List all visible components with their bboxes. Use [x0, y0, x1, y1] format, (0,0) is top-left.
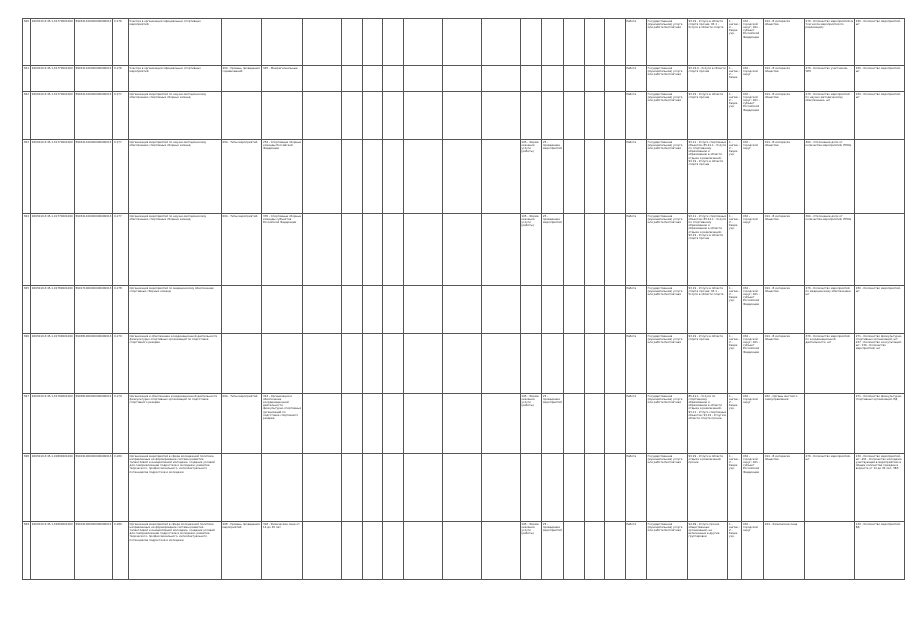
table-cell: Государственная (муниципальная) услуга или работа бесплатная — [646, 92, 687, 140]
table-cell — [481, 454, 520, 522]
table-cell: 014 - В интересах общества — [763, 334, 804, 394]
table-cell — [442, 92, 481, 140]
table-cell — [520, 66, 542, 92]
table-cell: 0.180 — [113, 454, 129, 522]
table-cell: 014 - Физические лица — [763, 522, 804, 580]
table-cell: 9203010.Р.45.1.01780001000 — [30, 286, 74, 334]
table-cell: 363 — [23, 140, 31, 214]
table-cell: 93.19 - Услуги в области спорта прочие; 93.1 - Услуги в области спорта — [687, 19, 728, 66]
table-cell: Э90341100000000000013 — [74, 140, 113, 214]
table-cell — [383, 92, 404, 140]
table-cell: 204 - Уровень проведения соревнований — [221, 66, 262, 92]
table-cell — [481, 92, 520, 140]
table-cell: 1 - ангаж.; 2 - бюдж. учр. — [728, 454, 742, 522]
table-cell — [383, 286, 404, 334]
table-cell — [221, 286, 262, 334]
table-cell: 014 - В интересах общества — [763, 92, 804, 140]
table-cell: 93.11 - Услуги спортивных объектов; 85.41.1 - Услуги по спортивному образованию и образованию в области отдыха и развлечений; 93.19 - Услуги в области спорта прочие — [687, 140, 728, 214]
table-cell — [442, 454, 481, 522]
table-cell — [383, 454, 404, 522]
table-cell: 270 - Количество мероприятий по научно-методическому обеспечению, шт — [804, 92, 854, 140]
table-cell: 335 - Спортивные сборные команды субъектов Российской Федерации — [262, 214, 303, 286]
table-cell: 318 - Физические лица от 14 до 30 лет — [262, 522, 303, 580]
table-cell: 93.11 - Услуги спортивных объектов; 85.41.1 - Услуги по спортивному образованию и образованию в области отдыха и развлечений; 93.19 - Услуги в области спорта прочие — [687, 214, 728, 286]
table-cell: 130 - Количество мероприятий, шт; 401 - Количество молодежи, участвующей в мероприятиях в общем количестве граждан в возрасте от 14 до 30 лет, ЧЕЛ — [854, 454, 904, 522]
table-cell: 1 - ангаж.; 2 - бюдж. учр. — [728, 394, 742, 454]
table-cell — [362, 454, 383, 522]
table-cell — [442, 394, 481, 454]
table-cell — [605, 334, 626, 394]
table-cell: 032 - городской округ — [742, 66, 764, 92]
table-cell — [584, 522, 605, 580]
table-cell — [362, 66, 383, 92]
table-cell: 0.177 — [113, 214, 129, 286]
table-cell — [383, 19, 404, 66]
table-cell — [605, 19, 626, 66]
table-cell — [584, 140, 605, 214]
table-cell: 032 - городской округ — [742, 214, 764, 286]
table-cell — [605, 92, 626, 140]
table-cell: Работа — [625, 66, 646, 92]
table-cell — [442, 140, 481, 214]
table-cell: Работа — [625, 92, 646, 140]
table-cell — [221, 19, 262, 66]
table-cell: 230 - Количество мероприятий, шт — [854, 66, 904, 92]
table-cell: 343 - Организация и обеспечение координационной деятельности физкультурно-спортивных организаций по подготовке спортивного резерва — [262, 394, 303, 454]
table-cell: Государственная (муниципальная) услуга или работа бесплатная — [646, 286, 687, 334]
table-cell: Организация мероприятий в сфере молодежной политики, направленных на формирование системы развития талантливой и инициативной молодежи, создание условий для самореализации подростков и молодежи, развитие творческого, профессионального, интеллектуального потенциалов подростков и молодежи — [128, 522, 221, 580]
table-cell — [262, 334, 303, 394]
table-cell — [481, 394, 520, 454]
table-cell: 271 - Количество физкультурно-спортивных организаций, ЕД — [854, 394, 904, 454]
table-cell — [221, 454, 262, 522]
table-cell — [403, 19, 442, 66]
table-row — [23, 92, 905, 140]
table-cell — [362, 140, 383, 214]
table-cell — [262, 286, 303, 334]
table-cell: 370 - Количество мероприятий по координационной деятельности, шт — [804, 334, 854, 394]
table-cell: 85.41.1 - Услуги по спортивному образованию и образованию в области отдыха и развлечений; 93.11 - Услуги спортивных объектов; 93.19 - Услуги в области спорта прочие — [687, 394, 728, 454]
table-cell: 014 - В интересах общества — [763, 140, 804, 214]
table-cell: Работа — [625, 286, 646, 334]
table-cell — [542, 334, 564, 394]
table-cell: Участие в организации официальных спортивных мероприятий — [128, 66, 221, 92]
table-cell — [564, 522, 585, 580]
table-cell — [303, 19, 342, 66]
table-cell: 0.179 — [113, 334, 129, 394]
table-cell: Организация мероприятий по научно-методическому обеспечению спортивных сборных команд — [128, 214, 221, 286]
table-cell — [481, 214, 520, 286]
table-cell: 032 - городской округ; 021 - субъект Российской Федерации — [742, 334, 764, 394]
table-cell — [383, 214, 404, 286]
table-cell: 0.177 — [113, 140, 129, 214]
table-cell: 130 - Количество мероприятий, ЕД — [854, 522, 904, 580]
table-cell: 032 - городской округ; 021 - субъект Российской Федерации — [742, 19, 764, 66]
table-cell — [383, 522, 404, 580]
table-cell: Работа — [625, 140, 646, 214]
table-cell: Государственная (муниципальная) услуга или работа бесплатная — [646, 522, 687, 580]
table-cell: 105 - Форма оказания услуги (работы) — [520, 214, 542, 286]
table-cell — [481, 334, 520, 394]
table-cell: Э90381000000000000013 — [74, 394, 113, 454]
table-cell — [442, 286, 481, 334]
table-cell — [564, 66, 585, 92]
table-cell: 014 - В интересах общества — [763, 214, 804, 286]
table-cell: 367 — [23, 394, 31, 454]
table-cell — [403, 286, 442, 334]
table-cell: 1 - ангаж.; 2 - бюдж. учр. — [728, 522, 742, 580]
table-cell: Работа — [625, 334, 646, 394]
table-cell: 9203010.Р.45.1.01800001000 — [30, 454, 74, 522]
table-cell: Участие в организации официальных спортивных мероприятий — [128, 19, 221, 66]
table-cell: 004 - Типы мероприятий — [221, 394, 262, 454]
table-cell: Государственная (муниципальная) услуга или работа бесплатная — [646, 140, 687, 214]
table-cell — [342, 454, 363, 522]
table-cell: 014 - В интересах общества — [763, 286, 804, 334]
table-cell: 0.178 — [113, 286, 129, 334]
table-row — [23, 19, 905, 66]
table-cell — [584, 454, 605, 522]
table-cell: 1 - ангаж.; 2 - бюдж. учр. — [728, 214, 742, 286]
table-cell: 364 - Отклонение доли от количества мероприятий, ПРОЦ — [804, 214, 854, 286]
table-cell: 014 - В интересах общества — [763, 19, 804, 66]
table-cell — [542, 92, 564, 140]
table-cell: 361 — [23, 66, 31, 92]
table-cell — [342, 394, 363, 454]
table-cell: Государственная (муниципальная) услуга или работа бесплатная — [646, 454, 687, 522]
table-cell — [362, 286, 383, 334]
table-cell: Работа — [625, 394, 646, 454]
table-cell: 032 - городской округ; 021 - субъект Российской Федерации — [742, 286, 764, 334]
table-cell — [362, 19, 383, 66]
table-cell — [542, 454, 564, 522]
table-cell: 345 - Межрегиональные — [262, 66, 303, 92]
table-cell — [403, 214, 442, 286]
table-cell — [564, 334, 585, 394]
table-cell — [564, 286, 585, 334]
table-cell: Организация мероприятий в сфере молодежной политики, направленных на формирование системы развития талантливой и инициативной молодежи, создание условий для самореализации подростков и молодежи, развитие творческого, профессионального, интеллектуального потенциалов подростков и молодежи — [128, 454, 221, 522]
table-cell: 9203010.Р.45.1.01770001000 — [30, 19, 74, 66]
table-cell — [262, 19, 303, 66]
table-cell: 022 - Органы местного самоуправления — [763, 394, 804, 454]
table-cell: 360 — [23, 19, 31, 66]
table-cell: 93.19 - Услуги в области спорта прочие — [687, 92, 728, 140]
table-cell: 9203010.Р.45.1.01770001000 — [30, 140, 74, 214]
table-cell — [564, 454, 585, 522]
table-cell: 368 — [23, 454, 31, 522]
table-cell — [584, 66, 605, 92]
table-cell: Государственная (муниципальная) услуга или работа бесплатная — [646, 214, 687, 286]
table-cell: 270 - Количество мероприятий, шт — [804, 454, 854, 522]
table-cell — [584, 214, 605, 286]
table-cell — [481, 19, 520, 66]
table-cell — [303, 140, 342, 214]
table-cell — [403, 522, 442, 580]
table-cell — [854, 214, 904, 286]
table-cell: 365 — [23, 286, 31, 334]
table-cell — [403, 454, 442, 522]
table-cell — [383, 140, 404, 214]
table-cell — [584, 394, 605, 454]
table-cell — [303, 92, 342, 140]
table-cell: 032 - городской округ — [742, 522, 764, 580]
table-cell — [564, 394, 585, 454]
services-table — [22, 18, 905, 580]
table-cell: 230 - Количество мероприятий, шт — [854, 286, 904, 334]
table-cell — [383, 394, 404, 454]
table-cell: 014 - В интересах общества — [763, 66, 804, 92]
table-cell: Организация и обеспечение координационной деятельности физкультурно-спортивных организаций по подготовке спортивного резерва — [128, 394, 221, 454]
table-cell: 105 - Форма оказания услуги (работы) — [520, 140, 542, 214]
table-cell: 364 - Отклонение доли от количества мероприятий, ПРОЦ — [804, 140, 854, 214]
table-row — [23, 66, 905, 92]
table-cell: 9203010.Р.45.1.01790001000 — [30, 394, 74, 454]
table-cell — [804, 394, 854, 454]
table-cell: 362 — [23, 92, 31, 140]
table-cell — [442, 334, 481, 394]
table-cell: 93.19.0 - Услуги в области спорта прочие — [687, 66, 728, 92]
table-cell: 270 - Количество мероприятий по медицинскому обеспечению, шт — [804, 286, 854, 334]
table-cell — [403, 334, 442, 394]
table-cell — [303, 214, 342, 286]
table-cell: 032 - городской округ — [742, 394, 764, 454]
table-cell — [605, 286, 626, 334]
table-cell: Организация и обеспечение координационной деятельности физкультурно-спортивных организаций по подготовке спортивного резерва — [128, 334, 221, 394]
table-cell — [403, 140, 442, 214]
table-cell: 270 - Количество мероприятий (в том числе мероприятия по реализации) — [804, 19, 854, 66]
table-cell — [362, 522, 383, 580]
table-row — [23, 334, 905, 394]
table-cell — [584, 92, 605, 140]
table-cell: 9203010.Р.45.1.01770001000 — [30, 214, 74, 286]
table-cell: 0.179 — [113, 394, 129, 454]
table-cell — [221, 334, 262, 394]
table-row — [23, 214, 905, 286]
table-cell: 0.176 — [113, 66, 129, 92]
table-cell: 0.176 — [113, 19, 129, 66]
table-cell: Государственная (муниципальная) услуга или работа бесплатная — [646, 19, 687, 66]
table-cell: Государственная (муниципальная) услуга или работа бесплатная — [646, 334, 687, 394]
table-cell: 032 - городской округ — [742, 140, 764, 214]
table-cell — [605, 140, 626, 214]
table-cell — [342, 19, 363, 66]
table-cell: 93.19 - Услуги в области спорта прочие — [687, 334, 728, 394]
table-cell — [481, 140, 520, 214]
table-cell: 0.180 — [113, 522, 129, 580]
table-cell — [342, 334, 363, 394]
table-cell — [542, 19, 564, 66]
table-cell — [564, 19, 585, 66]
table-cell — [605, 66, 626, 92]
table-cell — [854, 140, 904, 214]
table-row — [23, 454, 905, 522]
table-cell: Государственная (муниципальная) услуга или работа бесплатная — [646, 394, 687, 454]
table-cell — [564, 92, 585, 140]
table-cell: Государственная (муниципальная) услуга или работа бесплатная — [646, 66, 687, 92]
table-cell: 366 — [23, 334, 31, 394]
table-cell: 1 - ангаж.; 2 - бюдж. учр. — [728, 334, 742, 394]
table-cell: 94.99 - Услуги прочих общественных организаций, не включенных в другие группировки — [687, 522, 728, 580]
table-cell — [481, 66, 520, 92]
table-row — [23, 522, 905, 580]
table-cell: 1 - ангаж.; 2 - бюдж. учр. — [728, 92, 742, 140]
table-cell: 1 - ангаж.; 2 - бюдж. — [728, 66, 742, 92]
table-cell: Организация мероприятий по научно-методическому обеспечению спортивных сборных команд — [128, 92, 221, 140]
table-cell: 1 - ангаж.; 2 - бюдж. учр. — [728, 286, 742, 334]
table-cell — [303, 454, 342, 522]
table-row — [23, 394, 905, 454]
table-cell: Э90171000000000000013 — [74, 286, 113, 334]
table-cell — [362, 214, 383, 286]
table-cell — [605, 454, 626, 522]
table-cell — [564, 140, 585, 214]
table-cell: 004 - Типы мероприятий — [221, 140, 262, 214]
table-cell — [221, 92, 262, 140]
table-cell — [303, 394, 342, 454]
table-cell: Э90381000000000000013 — [74, 334, 113, 394]
table-cell: 9203010.Р.45.1.01800001000 — [30, 522, 74, 580]
table-row — [23, 286, 905, 334]
table-cell — [520, 92, 542, 140]
table-cell — [342, 140, 363, 214]
table-cell — [303, 66, 342, 92]
table-cell: 25 - проведение мероприятий — [542, 522, 564, 580]
table-cell — [520, 286, 542, 334]
table-cell — [481, 286, 520, 334]
table-cell: Работа — [625, 214, 646, 286]
table-cell — [342, 92, 363, 140]
table-cell — [564, 214, 585, 286]
table-row — [23, 140, 905, 214]
table-cell: 032 - городской округ; 021 - субъект Российской Федерации — [742, 454, 764, 522]
table-cell — [362, 334, 383, 394]
table-cell: 9203010.Р.45.1.01770001000 — [30, 66, 74, 92]
table-cell: 25 - проведение мероприятий — [542, 140, 564, 214]
table-cell: 1 - ангаж.; 2 - бюдж. учр. — [728, 140, 742, 214]
table-cell — [342, 522, 363, 580]
table-cell: Работа — [625, 522, 646, 580]
table-cell: 0.177 — [113, 92, 129, 140]
table-cell — [442, 19, 481, 66]
table-cell: Э90341100000000000013 — [74, 92, 113, 140]
table-cell — [442, 66, 481, 92]
table-cell — [520, 19, 542, 66]
table-cell — [342, 66, 363, 92]
table-cell — [383, 334, 404, 394]
table-cell — [584, 19, 605, 66]
table-cell: 032 - городской округ; 021 - субъект Российской Федерации — [742, 92, 764, 140]
table-cell: 25 - проведение мероприятий — [542, 214, 564, 286]
table-cell: 9203010.Р.45.1.01790001000 — [30, 334, 74, 394]
table-cell — [481, 522, 520, 580]
table-cell — [403, 92, 442, 140]
table-cell: 230 - Количество мероприятий, шт — [854, 19, 904, 66]
table-cell — [303, 334, 342, 394]
table-cell — [362, 394, 383, 454]
table-cell — [262, 454, 303, 522]
document-sheet — [22, 18, 905, 580]
table-cell — [542, 66, 564, 92]
table-cell: Э90341100000000000013 — [74, 19, 113, 66]
table-cell — [520, 454, 542, 522]
table-cell: Работа — [625, 19, 646, 66]
table-cell: 230 - Количество мероприятий, шт — [854, 92, 904, 140]
table-cell — [303, 522, 342, 580]
table-cell — [605, 214, 626, 286]
table-cell: Работа — [625, 454, 646, 522]
table-cell: Организация мероприятий по медицинскому обеспечению спортивных сборных команд — [128, 286, 221, 334]
table-cell — [605, 522, 626, 580]
table-cell — [262, 92, 303, 140]
table-cell: Организация мероприятий по научно-методическому обеспечению спортивных сборных команд — [128, 140, 221, 214]
table-cell — [442, 214, 481, 286]
table-cell: Э90341100000000000013 — [74, 66, 113, 92]
table-cell — [584, 334, 605, 394]
table-cell: 254 - Спортивные сборные команды Российской Федерации — [262, 140, 303, 214]
table-cell — [403, 394, 442, 454]
table-cell: Э90191000000000000013 — [74, 454, 113, 522]
table-cell — [403, 66, 442, 92]
table-cell — [442, 522, 481, 580]
table-cell: 369 — [23, 522, 31, 580]
table-cell — [342, 214, 363, 286]
table-cell — [362, 92, 383, 140]
table-cell: 93.19 - Услуги в области спорта прочие; 93.1 - Услуги в области спорта — [687, 286, 728, 334]
table-cell: 004 - Типы мероприятий — [221, 214, 262, 286]
table-cell: 105 - Форма оказания услуги (работы) — [520, 522, 542, 580]
table-cell — [383, 66, 404, 92]
table-cell: Э90191000000000000013 — [74, 522, 113, 580]
table-cell: 105 - Форма оказания услуги (работы) — [520, 394, 542, 454]
table-cell: 364 — [23, 214, 31, 286]
table-cell: 014 - В интересах общества — [763, 454, 804, 522]
table-cell: 208 - Уровень проведения мероприятий — [221, 522, 262, 580]
table-cell: 270 - Количество участников, ЧЕЛ — [804, 66, 854, 92]
table-cell — [804, 522, 854, 580]
table-cell — [303, 286, 342, 334]
table-cell: 271 - Количество физкультурно-спортивных организаций, шт; 237 - Количество консультаций, шт; 130 - Количество мероприятий, шт — [854, 334, 904, 394]
table-cell — [520, 334, 542, 394]
table-cell: 93.29 - Услуги в области отдыха и развлечений прочие — [687, 454, 728, 522]
table-cell — [542, 286, 564, 334]
table-cell: Э90341100000000000013 — [74, 214, 113, 286]
table-cell: 25 - проведение мероприятий — [542, 394, 564, 454]
table-cell — [342, 286, 363, 334]
table-cell — [584, 286, 605, 334]
table-cell: 1 - ангаж.; 2 - бюдж. учр. — [728, 19, 742, 66]
table-cell: 9203010.Р.45.1.01770001000 — [30, 92, 74, 140]
table-cell — [605, 394, 626, 454]
